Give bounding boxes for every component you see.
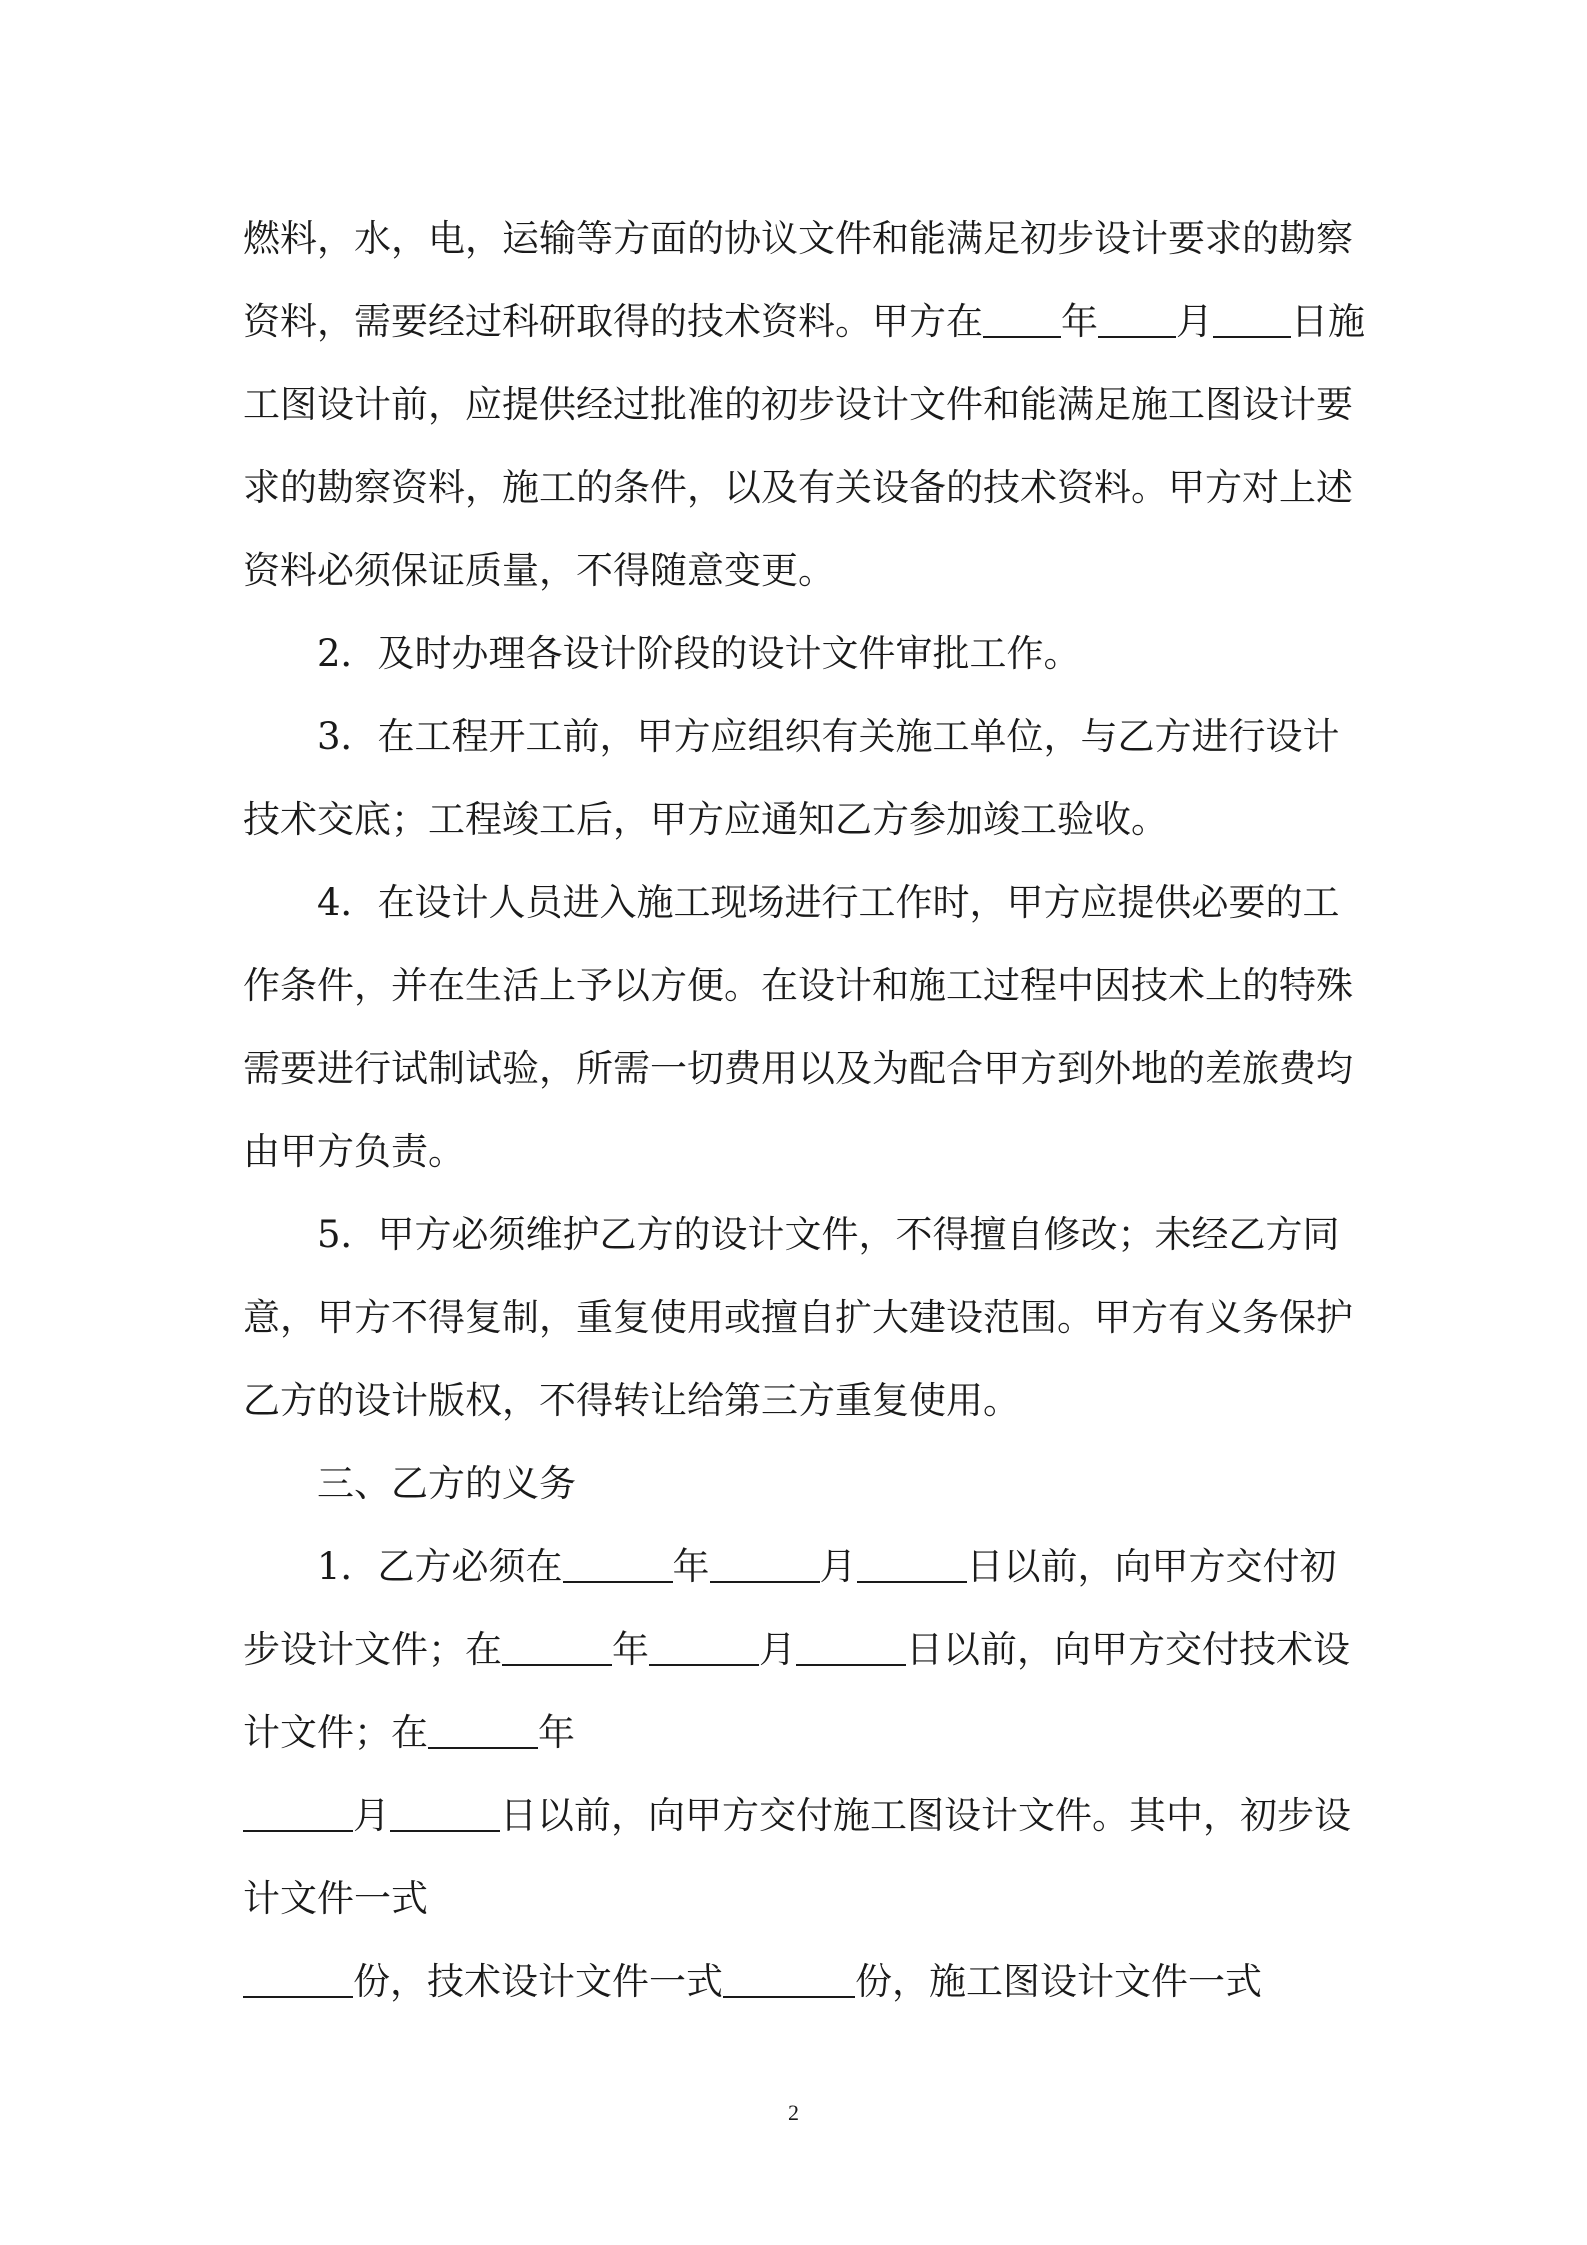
text-run: 月 xyxy=(1176,300,1213,343)
text-run: 年 xyxy=(612,1628,649,1671)
text-line xyxy=(243,1866,428,1932)
text-run: 计文件；在 xyxy=(243,1711,428,1754)
text-run: 2．及时办理各设计阶段的设计文件审批工作。 xyxy=(317,632,1081,675)
text-run: 资料必须保证质量，不得随意变更。 xyxy=(243,549,835,592)
section-heading xyxy=(317,1451,576,1517)
text-run: 月 xyxy=(819,1545,857,1588)
fill-blank xyxy=(983,296,1061,338)
text-line xyxy=(243,1285,1353,1351)
text-line xyxy=(243,289,1365,355)
text-run: 1．乙方必须在 xyxy=(317,1545,563,1588)
text-line xyxy=(317,1202,1340,1268)
text-line xyxy=(317,1534,1337,1600)
text-line xyxy=(243,1036,1353,1102)
text-run: 日以前，向甲方交付初 xyxy=(966,1545,1337,1588)
text-run: 三、乙方的义务 xyxy=(317,1462,576,1505)
text-run: 4．在设计人员进入施工现场进行工作时，甲方应提供必要的工 xyxy=(317,881,1340,924)
text-line xyxy=(243,953,1353,1019)
fill-blank xyxy=(710,1541,820,1583)
text-line xyxy=(243,455,1353,521)
fill-blank xyxy=(1098,296,1176,338)
text-run: 技术交底；工程竣工后，甲方应通知乙方参加竣工验收。 xyxy=(243,798,1168,841)
fill-blank xyxy=(1213,296,1291,338)
fill-blank xyxy=(649,1624,759,1666)
text-line xyxy=(317,870,1340,936)
fill-blank xyxy=(723,1956,855,1998)
text-run: 步设计文件；在 xyxy=(243,1628,502,1671)
text-line xyxy=(243,1783,1351,1849)
text-run: 年 xyxy=(538,1711,575,1754)
text-line xyxy=(243,206,1353,272)
text-run: 日施 xyxy=(1291,300,1365,343)
text-run: 乙方的设计版权，不得转让给第三方重复使用。 xyxy=(243,1379,1020,1422)
text-line xyxy=(243,1700,575,1766)
fill-blank xyxy=(428,1707,538,1749)
text-line xyxy=(243,372,1353,438)
text-run: 年 xyxy=(1061,300,1098,343)
text-run: 作条件，并在生活上予以方便。在设计和施工过程中因技术上的特殊 xyxy=(243,964,1353,1007)
text-run: 月 xyxy=(353,1794,390,1837)
text-run: 日以前，向甲方交付技术设 xyxy=(906,1628,1350,1671)
fill-blank xyxy=(857,1541,967,1583)
fill-blank xyxy=(563,1541,673,1583)
fill-blank xyxy=(390,1790,500,1832)
text-line xyxy=(317,621,1081,687)
text-run: 由甲方负责。 xyxy=(243,1130,465,1173)
text-run: 年 xyxy=(672,1545,710,1588)
fill-blank xyxy=(796,1624,906,1666)
text-run: 燃料，水，电，运输等方面的协议文件和能满足初步设计要求的勘察 xyxy=(243,217,1353,260)
text-run: 资料，需要经过科研取得的技术资料。甲方在 xyxy=(243,300,983,343)
fill-blank xyxy=(502,1624,612,1666)
text-run: 月 xyxy=(759,1628,796,1671)
text-line xyxy=(317,704,1340,770)
fill-blank xyxy=(243,1956,353,1998)
text-line xyxy=(243,1949,1262,2015)
text-run: 份，技术设计文件一式 xyxy=(353,1960,723,2003)
text-run: 5．甲方必须维护乙方的设计文件，不得擅自修改；未经乙方同 xyxy=(317,1213,1340,1256)
text-line xyxy=(243,1617,1350,1683)
text-run: 计文件一式 xyxy=(243,1877,428,1920)
page-number: 2 xyxy=(788,2100,799,2125)
text-run: 工图设计前，应提供经过批准的初步设计文件和能满足施工图设计要 xyxy=(243,383,1353,426)
text-line xyxy=(243,1119,465,1185)
text-run: 需要进行试制试验，所需一切费用以及为配合甲方到外地的差旅费均 xyxy=(243,1047,1353,1090)
text-run: 求的勘察资料，施工的条件，以及有关设备的技术资料。甲方对上述 xyxy=(243,466,1353,509)
text-run: 意，甲方不得复制，重复使用或擅自扩大建设范围。甲方有义务保护 xyxy=(243,1296,1353,1339)
fill-blank xyxy=(243,1790,353,1832)
text-line xyxy=(243,787,1168,853)
text-line xyxy=(243,538,835,604)
text-line xyxy=(243,1368,1020,1434)
text-run: 3．在工程开工前，甲方应组织有关施工单位，与乙方进行设计 xyxy=(317,715,1340,758)
text-run: 日以前，向甲方交付施工图设计文件。其中，初步设 xyxy=(500,1794,1351,1837)
text-run: 份，施工图设计文件一式 xyxy=(855,1960,1262,2003)
